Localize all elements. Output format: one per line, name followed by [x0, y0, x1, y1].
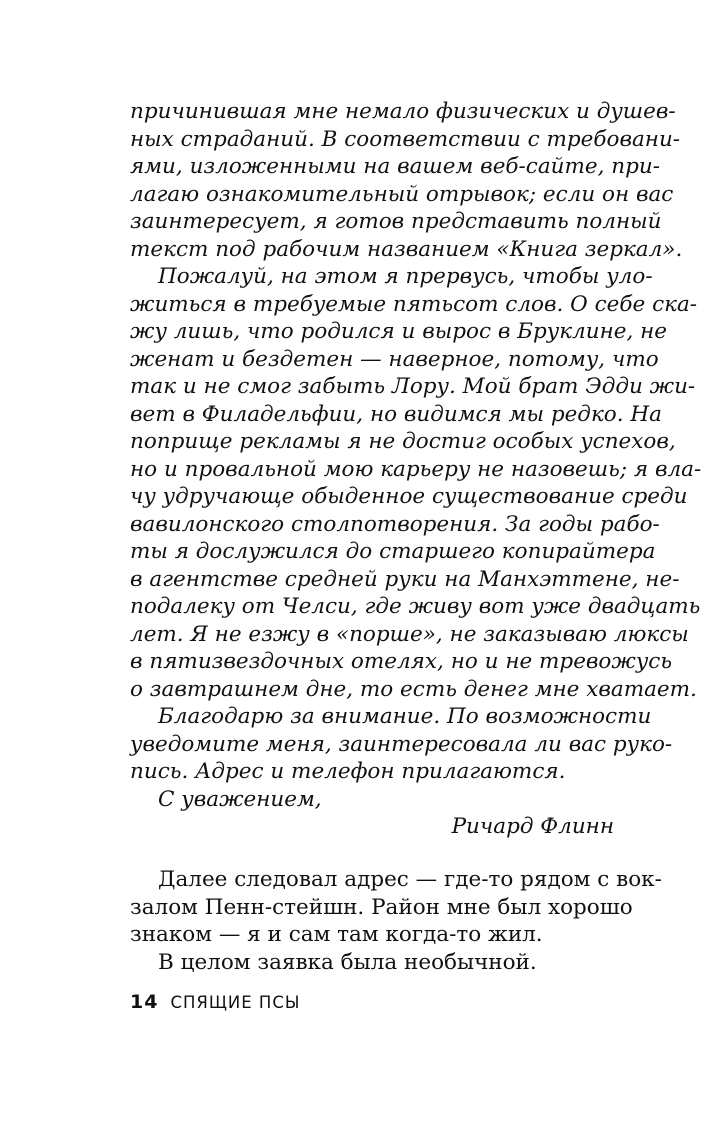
letter-line: подалеку от Челси, где живу вот уже двадцать	[130, 594, 701, 619]
letter-line: вавилонского столпотворения. За годы рабо-	[130, 511, 660, 537]
narration-line: Далее следовал адрес — где-то рядом с вок-	[158, 867, 662, 892]
letter-line: Пожалуй, на этом я прервусь, чтобы уло-	[158, 264, 653, 289]
letter-line: о завтрашнем дне, то есть денег мне хватает.	[130, 676, 697, 702]
page-number: 14	[130, 991, 159, 1013]
letter-line: женат и бездетен — наверное, потому, что	[130, 346, 659, 372]
letter-signature: Ричард Флинн	[451, 814, 614, 839]
letter-line: пись. Адрес и телефон прилагаются.	[130, 759, 566, 784]
letter-line: ями, изложенными на вашем веб-сайте, при-	[130, 154, 661, 179]
letter-line: в агентстве средней руки на Манхэттене, не-	[130, 566, 680, 592]
letter-line: причинившая мне немало физических и душев-	[130, 99, 676, 124]
letter-text	[130, 98, 702, 841]
narration-line: В целом заявка была необычной.	[158, 949, 537, 975]
letter-line: так и не смог забыть Лору. Мой брат Эдди жи-	[130, 374, 696, 399]
letter-line: Благодарю за внимание. По возможности	[158, 704, 652, 729]
letter-line: заинтересует, я готов представить полный	[130, 209, 662, 234]
letter-line: поприще рекламы я не достиг особых успехов,	[130, 429, 676, 454]
letter-line: чу удручающе обыденное существование среди	[130, 484, 688, 509]
page-footer	[130, 991, 300, 1013]
letter-line: житься в требуемые пятьсот слов. О себе ска-	[130, 291, 698, 317]
letter-line: лет. Я не езжу в «порше», не заказываю люксы	[130, 621, 689, 647]
letter-line: ных страданий. В соответствии с требовани-	[130, 126, 681, 152]
letter-line: текст под рабочим названием «Книга зеркал».	[130, 236, 683, 262]
narration-line: знаком — я и сам там когда-то жил.	[130, 922, 543, 947]
narration-line: залом Пенн-стейшн. Район мне был хорошо	[130, 894, 633, 920]
letter-line: ты я дослужился до старшего копирайтера	[130, 539, 656, 564]
letter-line: в пятизвездочных отелях, но и не тревожусь	[130, 649, 673, 674]
letter-line: вет в Филадельфии, но видимся мы редко. На	[130, 401, 662, 427]
letter-line: уведомите меня, заинтересовала ли вас руко-	[130, 731, 673, 757]
letter-closing: С уважением,	[158, 786, 322, 812]
letter-line: жу лишь, что родился и вырос в Бруклине, не	[130, 319, 668, 344]
narration-text	[130, 866, 662, 976]
running-title: СПЯЩИЕ ПСЫ	[170, 993, 301, 1012]
letter-line: лагаю ознакомительный отрывок; если он вас	[130, 181, 674, 207]
letter-line: но и провальной мою карьеру не назовешь; я вла-	[130, 456, 702, 482]
